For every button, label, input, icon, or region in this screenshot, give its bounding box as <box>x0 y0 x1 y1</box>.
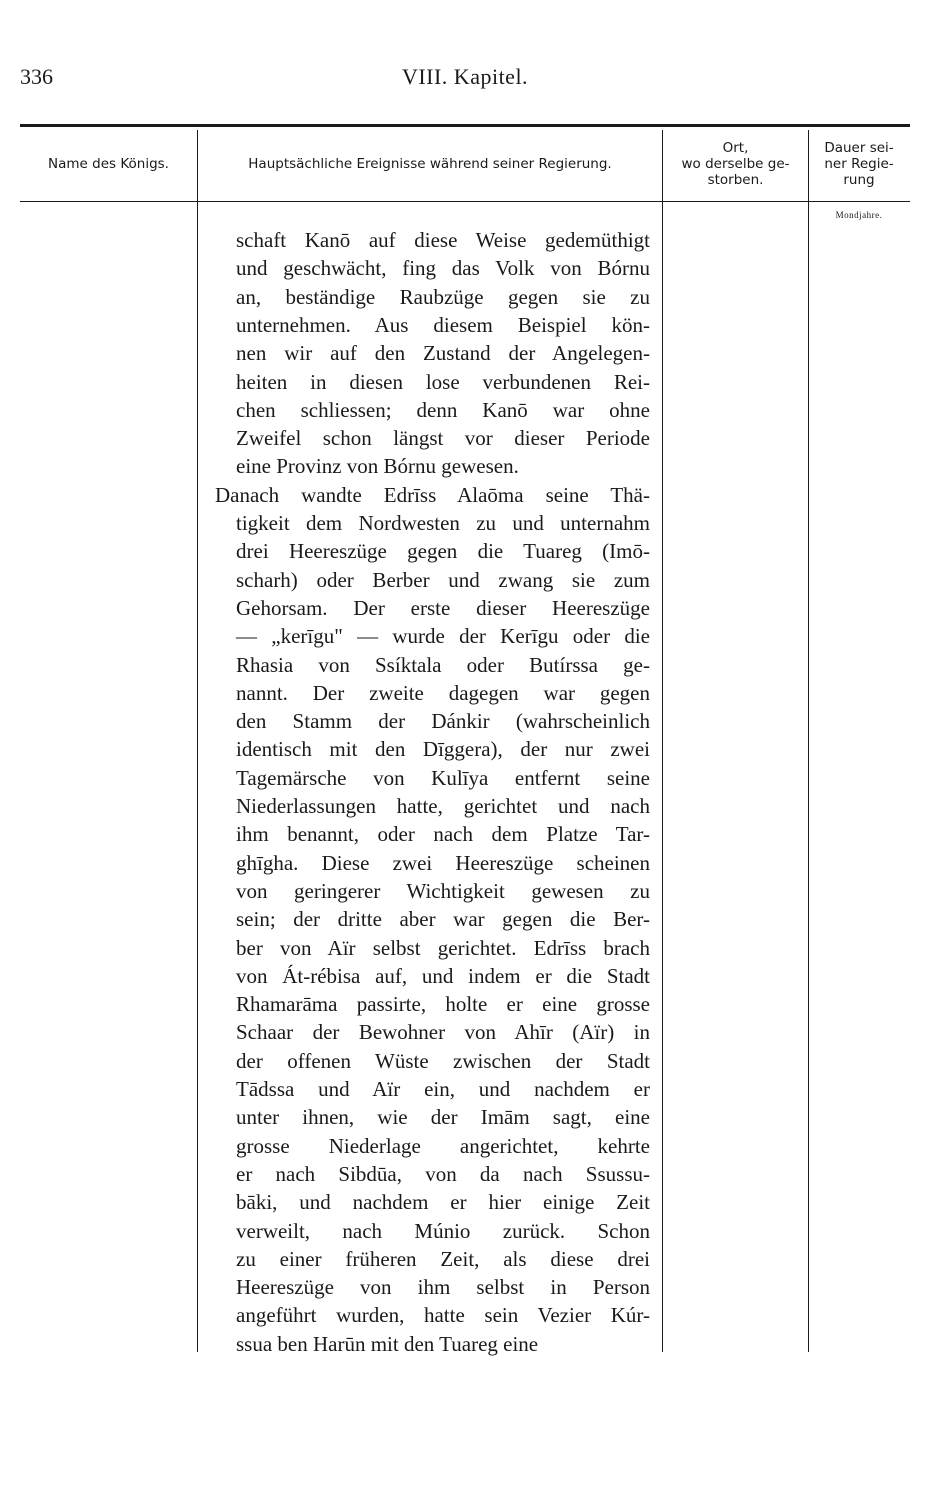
text-line: — „kerīgu" — wurde der Kerīgu oder die <box>236 624 650 649</box>
column-header-duration <box>809 128 909 200</box>
text-line: grosse Niederlage angerichtet, kehrte <box>236 1133 650 1158</box>
column-header-events-text: Hauptsächliche Ereignisse während seiner Regierung. <box>248 156 612 172</box>
column-header-name-text: Name des Königs. <box>48 156 169 172</box>
text-line: Rhasia von Ssíktala oder Butírssa ge- <box>236 652 650 677</box>
text-line: schaft Kanō auf diese Weise gedemüthigt <box>236 228 650 252</box>
column-header-place-line: storben. <box>707 172 764 188</box>
text-line: ihm benannt, oder nach dem Platze Tar- <box>236 822 650 847</box>
text-line: und geschwächt, fing das Volk von Bórnu <box>236 256 650 281</box>
text-line: an, beständige Raubzüge gegen sie zu <box>236 284 650 309</box>
duration-unit-note: Mondjahre. <box>835 210 883 220</box>
chapter-heading: VIII. Kapitel. <box>401 64 529 89</box>
page-number: 336 <box>20 64 53 89</box>
column-header-duration-line: Dauer sei- <box>824 140 894 156</box>
text-line: angeführt wurden, hatte sein Vezier Kúr- <box>236 1303 650 1328</box>
text-line: unternehmen. Aus diesem Beispiel kön- <box>236 312 650 337</box>
column-header-events <box>198 128 662 200</box>
text-line: Zweifel schon längst vor dieser Periode <box>236 426 650 451</box>
column-divider-name <box>197 130 198 1352</box>
text-line: drei Heereszüge gegen die Tuareg (Imō- <box>236 539 650 564</box>
column-header-place-line: Ort, <box>722 140 749 156</box>
column-divider-place <box>808 130 809 1352</box>
text-line: chen schliessen; denn Kanō war ohne <box>236 397 650 422</box>
text-line: Heereszüge von ihm selbst in Person <box>236 1275 650 1300</box>
text-line: ber von Aïr selbst gerichtet. Edrīss brach <box>236 935 650 960</box>
text-line: Tagemärsche von Kulīya entfernt seine <box>236 765 650 790</box>
text-line: Gehorsam. Der erste dieser Heereszüge <box>236 595 650 620</box>
column-header-place <box>663 128 808 200</box>
text-line: Tādssa und Aïr ein, und nachdem er <box>236 1077 650 1101</box>
text-line: Danach wandte Edrīss Alaōma seine Thä- <box>215 482 650 507</box>
text-line: scharh) oder Berber und zwang sie zum <box>236 567 650 592</box>
column-header-name <box>20 128 197 200</box>
text-line: nen wir auf den Zustand der Angelegen- <box>236 341 650 366</box>
table-top-rule <box>20 124 910 127</box>
text-line: der offenen Wüste zwischen der Stadt <box>236 1048 650 1073</box>
text-line: nannt. Der zweite dagegen war gegen <box>236 680 650 705</box>
text-line: zu einer früheren Zeit, als diese drei <box>236 1246 650 1271</box>
text-line: heiten in diesen lose verbundenen Rei- <box>236 369 650 394</box>
text-line: den Stamm der Dánkir (wahrscheinlich <box>236 709 650 734</box>
text-line: unter ihnen, wie der Imām sagt, eine <box>236 1105 650 1130</box>
text-line: ssua ben Harūn mit den Tuareg eine <box>236 1331 539 1356</box>
text-line: tigkeit dem Nordwesten zu und unternahm <box>236 511 650 535</box>
text-line: von Át-rébisa auf, und indem er die Stadt <box>236 963 650 988</box>
column-divider-events <box>662 130 663 1352</box>
text-line: ghīgha. Diese zwei Heereszüge scheinen <box>236 850 650 875</box>
column-header-duration-line: rung <box>843 172 875 188</box>
text-line: identisch mit den Dīggera), der nur zwei <box>236 737 650 762</box>
text-line: verweilt, nach Múnio zurück. Schon <box>236 1218 650 1243</box>
text-line: eine Provinz von Bórnu gewesen. <box>236 454 519 479</box>
text-line: Rhamarāma passirte, holte er eine grosse <box>236 992 650 1017</box>
text-line: Schaar der Bewohner von Ahīr (Aïr) in <box>236 1020 650 1045</box>
column-header-duration-line: ner Regie- <box>824 156 894 172</box>
column-header-place-line: wo derselbe ge- <box>681 156 790 172</box>
text-line: von geringerer Wichtigkeit gewesen zu <box>236 878 650 903</box>
table-header-rule <box>20 201 910 202</box>
text-line: Niederlassungen hatte, gerichtet und nach <box>236 794 650 818</box>
text-line: sein; der dritte aber war gegen die Ber- <box>236 907 650 932</box>
text-line: bāki, und nachdem er hier einige Zeit <box>236 1190 650 1215</box>
text-line: er nach Sibdūa, von da nach Ssussu- <box>236 1161 650 1186</box>
